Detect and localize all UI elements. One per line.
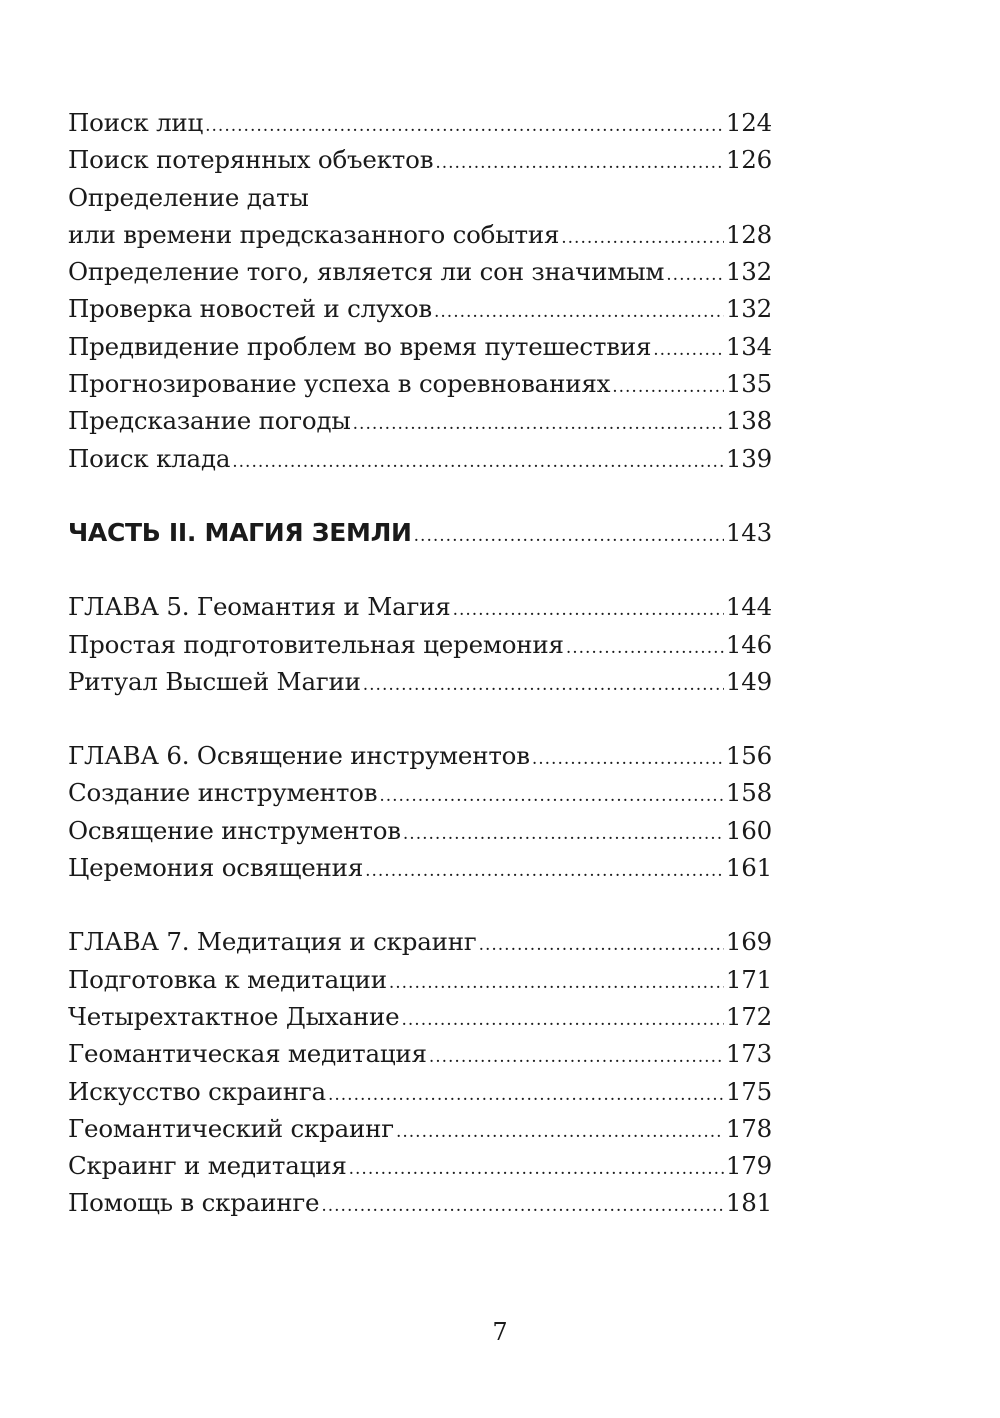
- dot-leader: [379, 786, 724, 806]
- toc-entry-label: Искусство скраинга: [68, 1076, 326, 1106]
- toc-entry-page: 132: [725, 257, 772, 287]
- toc-entry-page: 160: [725, 815, 772, 845]
- toc-chapter-7[interactable]: [68, 927, 772, 964]
- toc-entry-label: Определение того, является ли сон значимым: [68, 257, 665, 287]
- toc-entry-page: 173: [725, 1039, 772, 1069]
- toc-entry-meditation-prep[interactable]: [68, 965, 772, 1002]
- toc-chapter-6[interactable]: [68, 741, 772, 778]
- toc-entry-creating-tools[interactable]: [68, 778, 772, 815]
- toc-part-2[interactable]: [68, 518, 772, 555]
- toc-entry-page: 171: [725, 964, 772, 994]
- toc-entry-weather[interactable]: [68, 406, 772, 443]
- toc-entry-news-check[interactable]: [68, 294, 772, 331]
- toc-entry-label: Проверка новостей и слухов: [68, 294, 432, 324]
- toc-entry-page: 126: [725, 145, 772, 175]
- toc-entry-page: 134: [725, 331, 772, 361]
- toc-entry-page: 161: [725, 853, 772, 883]
- toc-entry-page: 135: [725, 369, 772, 399]
- toc-entry-high-magic-ritual[interactable]: [68, 667, 772, 704]
- toc-entry-page: 158: [725, 778, 772, 808]
- dot-leader: [321, 1196, 724, 1216]
- toc-chapter-label: ГЛАВА 7. Медитация и скраинг: [68, 927, 477, 957]
- toc-entry-label: Церемония освящения: [68, 853, 364, 883]
- toc-entry-scrying-and-meditation[interactable]: [68, 1151, 772, 1188]
- toc-chapter-page: 169: [725, 927, 772, 957]
- dot-leader: [666, 265, 724, 285]
- toc-entry-competition-success[interactable]: [68, 369, 772, 406]
- dot-leader: [453, 600, 724, 620]
- dot-leader: [532, 749, 724, 769]
- toc-entry-label: Предвидение проблем во время путешествия: [68, 331, 652, 361]
- toc-entry-label: Прогнозирование успеха в соревнованиях: [68, 369, 611, 399]
- toc-chapter-page: 156: [725, 741, 772, 771]
- dot-leader: [389, 973, 724, 993]
- toc-chapter-label: ГЛАВА 6. Освящение инструментов: [68, 741, 530, 771]
- toc-entry-label: Определение даты: [68, 182, 309, 212]
- toc-entry-lost-objects[interactable]: [68, 145, 772, 182]
- toc-entry-scrying-help[interactable]: [68, 1188, 772, 1225]
- toc-entry-geomantic-scrying[interactable]: [68, 1114, 772, 1151]
- toc-entry-label: Поиск потерянных объектов: [68, 145, 434, 175]
- dot-leader: [612, 377, 724, 397]
- toc-entry-preparatory-ceremony[interactable]: [68, 630, 772, 667]
- toc-entry-label: Геомантическая медитация: [68, 1039, 427, 1069]
- toc-entry-label: Подготовка к медитации: [68, 964, 387, 994]
- dot-leader: [429, 1047, 724, 1067]
- dot-leader: [401, 1010, 723, 1030]
- toc-entry-page: 172: [725, 1001, 772, 1031]
- dot-leader: [403, 824, 724, 844]
- dot-leader: [363, 675, 724, 695]
- toc-entry-page: 139: [725, 443, 772, 473]
- toc-entry-label: Геомантический скраинг: [68, 1113, 394, 1143]
- toc-entry-consecrating-tools[interactable]: [68, 816, 772, 853]
- toc-entry-label: Предсказание погоды: [68, 406, 351, 436]
- dot-leader: [328, 1085, 724, 1105]
- toc-entry-label: Создание инструментов: [68, 778, 378, 808]
- dot-leader: [561, 228, 724, 248]
- toc-entry-geomantic-meditation[interactable]: [68, 1039, 772, 1076]
- toc-entry-page: 124: [725, 108, 772, 137]
- toc-part-label: ЧАСТЬ II. МАГИЯ ЗЕМЛИ: [68, 517, 412, 547]
- dot-leader: [434, 302, 724, 322]
- toc-entry-treasure[interactable]: [68, 444, 772, 481]
- toc-entry-art-of-scrying[interactable]: [68, 1077, 772, 1114]
- toc-entry-page: 178: [725, 1113, 772, 1143]
- dot-leader: [653, 340, 724, 360]
- toc-entry-label-continued: или времени предсказанного события: [68, 219, 560, 249]
- toc-entry-page: 146: [725, 629, 772, 659]
- toc-entry-label: Освящение инструментов: [68, 815, 401, 845]
- dot-leader: [566, 638, 724, 658]
- dot-leader: [435, 153, 724, 173]
- toc-chapter-page: 144: [725, 592, 772, 622]
- toc-entry-label: Помощь в скраинге: [68, 1188, 320, 1218]
- toc-entry-travel-problems[interactable]: [68, 332, 772, 369]
- dot-leader: [365, 861, 724, 881]
- toc-entry-consecration-ceremony[interactable]: [68, 853, 772, 890]
- dot-leader: [479, 935, 724, 955]
- toc-entry-page: 138: [725, 406, 772, 436]
- toc-entry-label: Простая подготовительная церемония: [68, 629, 564, 659]
- dot-leader: [205, 116, 724, 136]
- toc-entry-four-fold-breath[interactable]: [68, 1002, 772, 1039]
- toc-entry-page: 175: [725, 1076, 772, 1106]
- dot-leader: [396, 1122, 724, 1142]
- dot-leader: [349, 1159, 724, 1179]
- toc-entry-label: Поиск клада: [68, 443, 231, 473]
- toc-entry-face-search[interactable]: [68, 108, 772, 145]
- table-of-contents: [68, 108, 772, 1226]
- toc-entry-page: 179: [725, 1151, 772, 1181]
- toc-entry-page: 128: [725, 219, 772, 249]
- toc-entry-label: Ритуал Высшей Магии: [68, 666, 361, 696]
- dot-leader: [414, 526, 724, 546]
- toc-entry-page: 181: [725, 1188, 772, 1218]
- toc-chapter-label: ГЛАВА 5. Геомантия и Магия: [68, 592, 451, 622]
- toc-entry-page: 132: [725, 294, 772, 324]
- toc-entry-label: Скраинг и медитация: [68, 1151, 347, 1181]
- page-number: 7: [492, 1318, 508, 1346]
- dot-leader: [232, 452, 724, 472]
- toc-entry-dream-significance[interactable]: [68, 257, 772, 294]
- toc-entry-date-line-1[interactable]: [68, 183, 772, 220]
- toc-entry-label: Четырехтактное Дыхание: [68, 1001, 400, 1031]
- dot-leader: [353, 414, 724, 434]
- toc-entry-label: Поиск лиц: [68, 108, 204, 137]
- toc-entry-page: 149: [725, 666, 772, 696]
- toc-part-page: 143: [725, 517, 772, 547]
- toc-chapter-5[interactable]: [68, 592, 772, 629]
- toc-entry-date-line-2[interactable]: [68, 220, 772, 257]
